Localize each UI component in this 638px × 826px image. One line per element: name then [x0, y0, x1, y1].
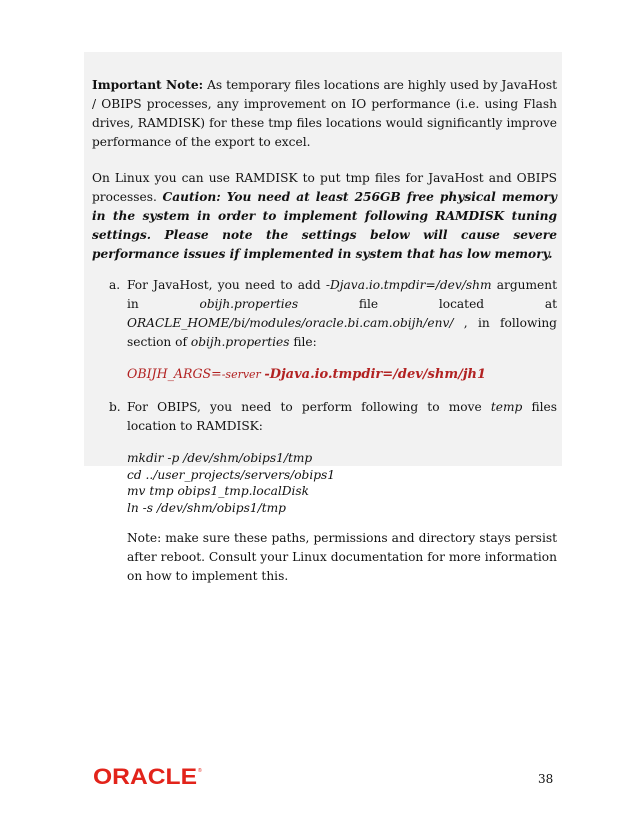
item-a-text-5: file located at	[298, 297, 557, 311]
registered-mark-icon: ®	[198, 768, 202, 774]
code-tmpdir-value: -Djava.io.tmpdir=/dev/shm/jh1	[264, 367, 487, 382]
item-a-text-3: argument in	[127, 278, 557, 311]
command-line: cd ../user_projects/servers/obips1	[127, 467, 336, 482]
obijh-args-code	[127, 364, 557, 384]
item-b-text-3: files location to RAMDISK:	[127, 400, 557, 433]
java-tmpdir-arg: -Djava.io.tmpdir=/dev/shm	[325, 278, 492, 292]
item-a-text	[127, 276, 557, 352]
persist-note: Note: make sure these paths, permissions and directory stays persist after reboot. Consult your Linux documentation for more information on how to implement this.	[127, 531, 557, 583]
list-marker-a: a.	[109, 278, 121, 292]
note-content	[92, 76, 557, 586]
properties-file-name-2: obijh.properties	[190, 335, 290, 349]
item-a-text-7: , in following section of	[127, 316, 557, 349]
properties-file-name: obijh.properties	[199, 297, 299, 311]
command-block	[127, 450, 557, 516]
item-a-text-1: For JavaHost, you need to add	[127, 278, 326, 292]
list-marker-b: b.	[109, 400, 121, 414]
properties-file-path: ORACLE_HOME/bi/modules/oracle.bi.cam.obijh/env/	[127, 316, 454, 330]
code-variable: OBIJH_ARGS=	[127, 366, 222, 381]
code-server-arg: -server	[221, 368, 265, 381]
command-line: mv tmp obips1_tmp.localDisk	[127, 484, 310, 498]
important-note-paragraph	[92, 76, 557, 152]
list-item-b	[92, 398, 557, 586]
important-note-text: As temporary files locations are highly used by JavaHost / OBIPS processes, any improvement on IO performance (i.e. using Flash drives, RAMDISK) for these tmp files locations would significantly improve performance of the export to excel.	[92, 78, 557, 149]
linux-text: On Linux you can use RAMDISK to put tmp files for JavaHost and OBIPS processes.	[92, 171, 557, 204]
temp-word: temp	[490, 400, 523, 414]
oracle-logo-text: ORACLE	[93, 765, 197, 787]
item-a-text-9: file:	[289, 335, 317, 349]
command-line: ln -s /dev/shm/obips1/tmp	[127, 500, 286, 515]
command-line: mkdir -p /dev/shm/obips1/tmp	[127, 451, 313, 465]
item-b-text	[127, 398, 557, 436]
caution-text: Caution: You need at least 256GB free physical memory in the system in order to implement following RAMDISK tuning settings. Please note the settings below will cause severe performance issues if implemented in system that has low memory.	[92, 190, 557, 261]
list-item-a	[92, 276, 557, 384]
linux-paragraph	[92, 169, 557, 264]
oracle-logo	[93, 765, 203, 787]
important-note-label: Important Note:	[92, 78, 204, 92]
item-b-text-1: For OBIPS, you need to perform following to move	[127, 400, 491, 414]
page-number: 38	[538, 772, 554, 786]
